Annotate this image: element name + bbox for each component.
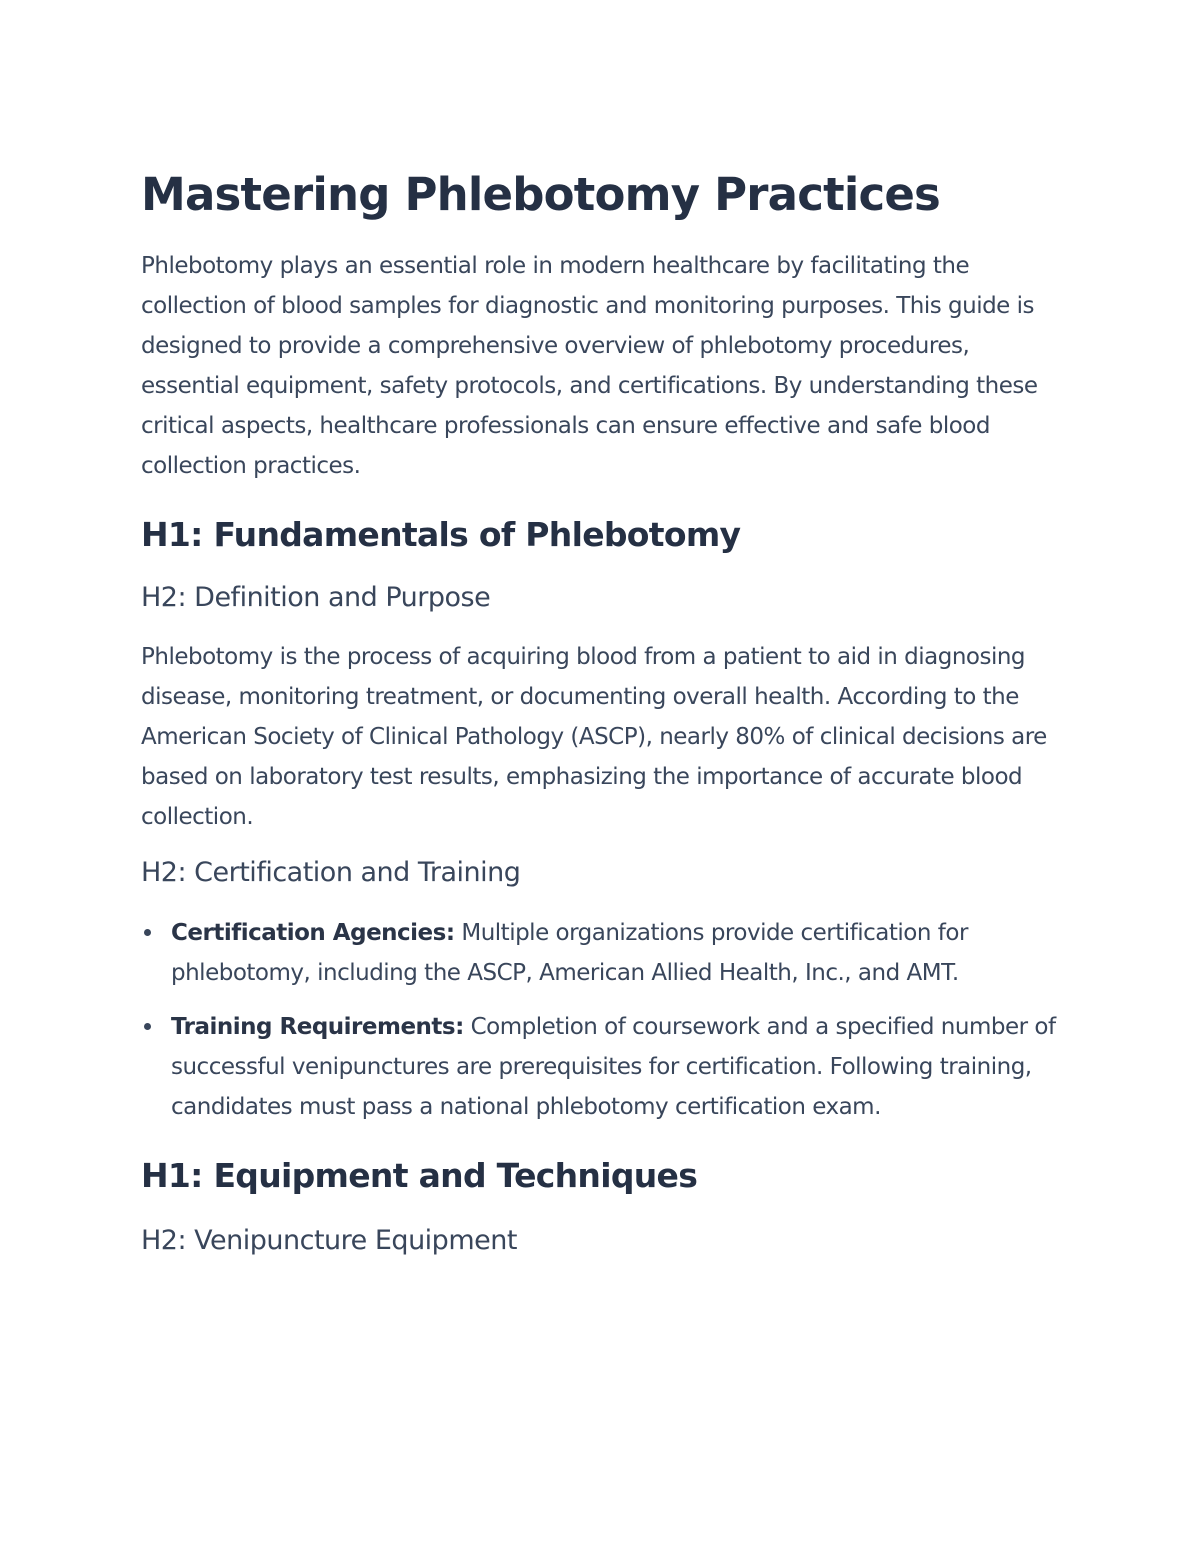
page-title: Mastering Phlebotomy Practices xyxy=(141,168,941,221)
subsection-heading-venipuncture: H2: Venipuncture Equipment xyxy=(141,1225,517,1256)
list-item xyxy=(141,913,1061,993)
subsection-heading-certification: H2: Certification and Training xyxy=(141,857,521,888)
list-item-text: Multiple organizations provide certification for phlebotomy, including the ASCP, American Allied Health, Inc., and AMT. xyxy=(171,920,968,986)
list-item-label: Training Requirements: xyxy=(171,1014,464,1040)
bullet-icon xyxy=(144,1023,151,1030)
bullet-icon xyxy=(144,929,151,936)
document-page xyxy=(141,166,1061,1261)
subsection-heading-definition: H2: Definition and Purpose xyxy=(141,582,491,613)
certification-list xyxy=(141,913,1061,1127)
list-item-text: Completion of coursework and a specified number of successful venipunctures are prerequisites for certification. Following training, candidates must pass a national phlebotomy certification exam. xyxy=(171,1014,1056,1120)
list-item-label: Certification Agencies: xyxy=(171,920,455,946)
intro-paragraph: Phlebotomy plays an essential role in modern healthcare by facilitating the collection of blood samples for diagnostic and monitoring purposes. This guide is designed to provide a comprehensive overview of phlebotomy procedures, essential equipment, safety protocols, and certifications. By understanding these critical aspects, healthcare professionals can ensure effective and safe blood collection practices. xyxy=(141,253,1038,479)
definition-paragraph: Phlebotomy is the process of acquiring blood from a patient to aid in diagnosing disease, monitoring treatment, or documenting overall health. According to the American Society of Clinical Pathology (ASCP), nearly 80% of clinical decisions are based on laboratory test results, emphasizing the importance of accurate blood collection. xyxy=(141,644,1047,830)
section-heading-fundamentals: H1: Fundamentals of Phlebotomy xyxy=(141,515,741,554)
list-item xyxy=(141,1007,1061,1127)
section-heading-equipment: H1: Equipment and Techniques xyxy=(141,1156,698,1195)
